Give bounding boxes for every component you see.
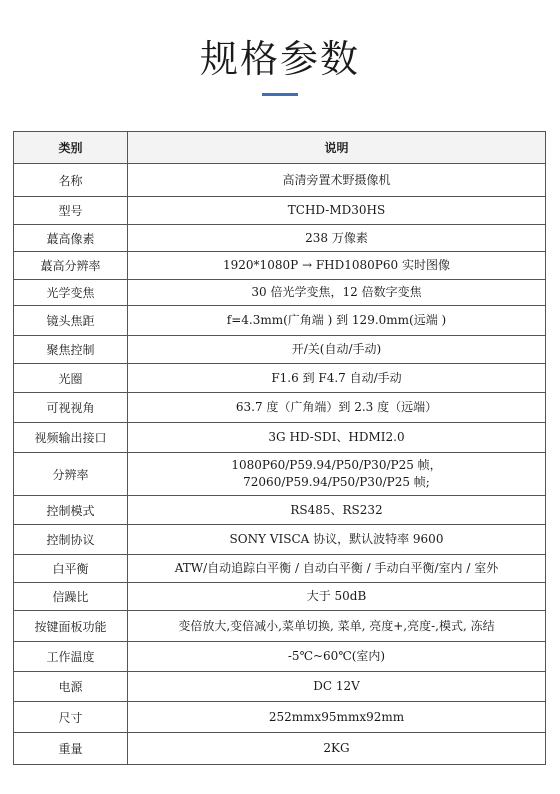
table-header-row: [14, 132, 546, 164]
row-value: [128, 306, 546, 336]
table-row: [14, 336, 546, 364]
row-value: [128, 642, 546, 672]
row-label: 信躁比: [14, 583, 128, 611]
row-value-line: 63.7 度（广角端）到 2.3 度（远端）: [235, 400, 438, 414]
row-value-line: 开/关(自动/手动): [291, 342, 382, 356]
row-value-line: 238 万像素: [305, 230, 368, 245]
row-value: [128, 393, 546, 423]
row-value: [128, 611, 546, 642]
row-label: 电源: [14, 672, 128, 702]
table-row: [14, 496, 546, 525]
row-label: 工作温度: [14, 642, 128, 672]
row-value: [128, 364, 546, 393]
row-value: [128, 252, 546, 280]
row-label: 光学变焦: [14, 280, 128, 306]
table-row: [14, 364, 546, 393]
table-row: [14, 252, 546, 280]
row-value: [128, 280, 546, 306]
row-value: [128, 555, 546, 583]
page-title: 规格参数: [199, 37, 360, 81]
row-label: 分辨率: [14, 453, 128, 496]
row-value: [128, 496, 546, 525]
row-value-line: F1.6 到 F4.7 自动/手动: [271, 370, 402, 385]
row-label: 视频输出接口: [14, 423, 128, 453]
table-row: [14, 672, 546, 702]
row-label: 白平衡: [14, 555, 128, 583]
row-value-line: DC 12V: [313, 679, 360, 693]
table-row: [14, 583, 546, 611]
row-label: 可视视角: [14, 393, 128, 423]
table-row: [14, 423, 546, 453]
row-value-line: RS485、RS232: [290, 502, 383, 517]
row-value-line: 1920*1080P → FHD1080P60 实时图像: [223, 258, 450, 272]
row-value: [128, 702, 546, 733]
table-row: [14, 280, 546, 306]
row-value-line: SONY VISCA 协议，默认波特率 9600: [229, 532, 444, 546]
row-label: 控制模式: [14, 496, 128, 525]
row-value: [128, 336, 546, 364]
row-label: 光圈: [14, 364, 128, 393]
row-value-line: 1080P60/P59.94/P50/P30/P25 帧，: [231, 458, 442, 472]
row-value-line: ATW/自动追踪白平衡 / 自动白平衡 / 手动白平衡/室内 / 室外: [174, 561, 499, 575]
row-value-line: 高清旁置术野摄像机: [282, 172, 391, 187]
row-label: 名称: [14, 164, 128, 197]
row-value-line: 252mmx95mmx92mm: [268, 709, 405, 724]
row-value-line: 3G HD-SDI、HDMI2.0: [268, 430, 405, 444]
table-row: [14, 611, 546, 642]
row-label: 控制协议: [14, 525, 128, 555]
row-value: [128, 197, 546, 225]
header-description: 说明: [128, 132, 546, 164]
row-value-line: f=4.3mm(广角端 ) 到 129.0mm(远端 ): [226, 313, 447, 327]
row-label: 镜头焦距: [14, 306, 128, 336]
row-label: 尺寸: [14, 702, 128, 733]
row-value: [128, 672, 546, 702]
row-value-line: 30 倍光学变焦，12 倍数字变焦: [251, 285, 422, 299]
table-row: [14, 555, 546, 583]
row-label: 重量: [14, 733, 128, 765]
header-category: 类别: [14, 132, 128, 164]
table-row: [14, 733, 546, 765]
table-row: [14, 702, 546, 733]
row-value: [128, 225, 546, 252]
row-value: [128, 453, 546, 496]
row-value: [128, 423, 546, 453]
table-row: [14, 225, 546, 252]
table-row: [14, 393, 546, 423]
row-value-line: 大于 50dB: [306, 589, 367, 603]
row-value-line: 72060/P59.94/P50/P30/P25 帧;: [243, 475, 430, 489]
title-underline: [262, 93, 298, 96]
row-value-line: 2KG: [323, 741, 350, 755]
table-row: [14, 164, 546, 197]
row-value: [128, 583, 546, 611]
row-label: 蕞高像素: [14, 225, 128, 252]
row-label: 聚焦控制: [14, 336, 128, 364]
table-row: [14, 197, 546, 225]
row-label: 按键面板功能: [14, 611, 128, 642]
row-value-line: TCHD-MD30HS: [287, 203, 386, 217]
table-row: [14, 306, 546, 336]
row-label: 蕞高分辨率: [14, 252, 128, 280]
row-value: [128, 733, 546, 765]
table-row: [14, 453, 546, 496]
row-label: 型号: [14, 197, 128, 225]
row-value-line: -5℃~60℃(室内): [287, 649, 386, 663]
row-value-line: 变倍放大,变倍减小,菜单切换, 菜单, 亮度+,亮度-,模式, 冻结: [178, 618, 495, 633]
row-value: [128, 525, 546, 555]
table-row: [14, 642, 546, 672]
spec-table: [13, 131, 546, 765]
row-value: [128, 164, 546, 197]
table-row: [14, 525, 546, 555]
